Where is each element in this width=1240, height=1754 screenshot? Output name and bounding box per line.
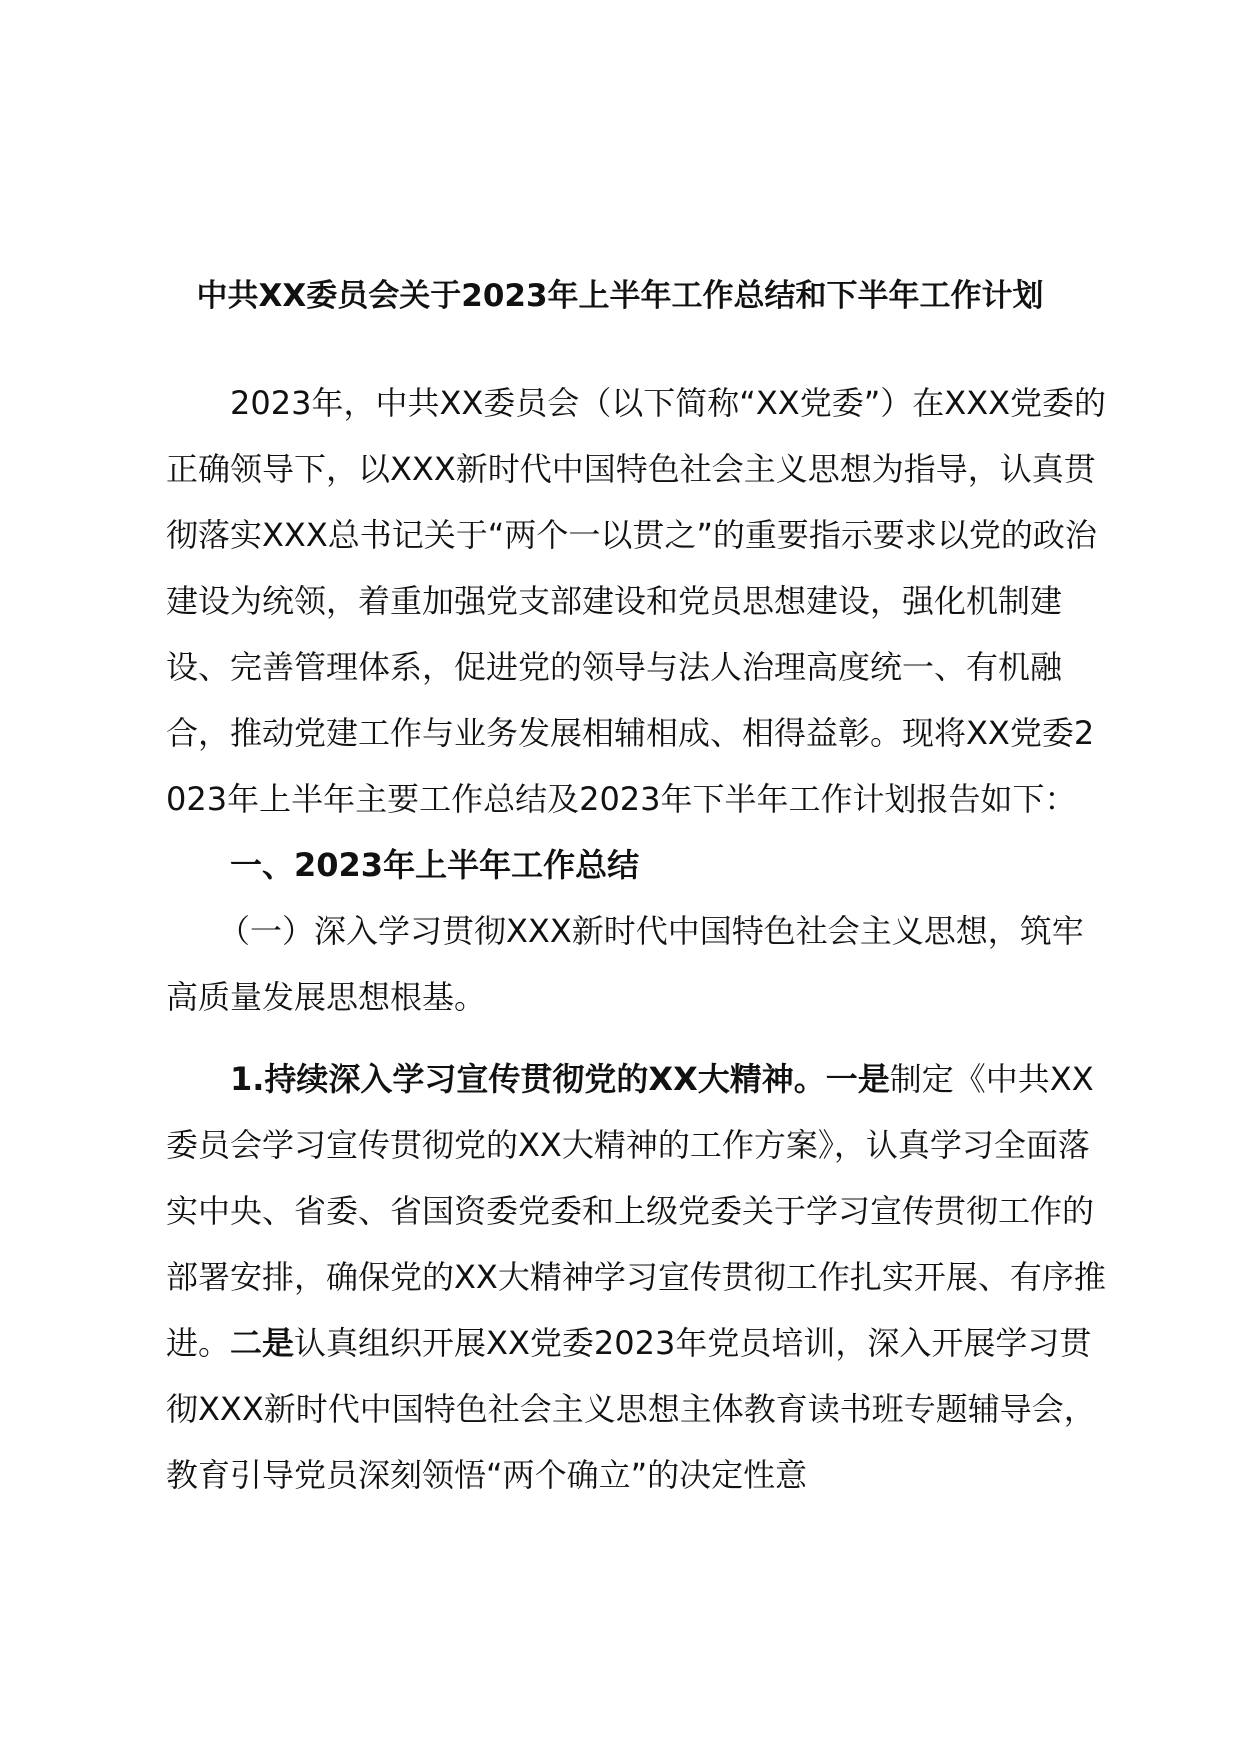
item-lead-1: 一是	[825, 1060, 890, 1098]
document-title: 中共XX委员会关于2023年上半年工作总结和下半年工作计划	[196, 278, 1044, 314]
section-heading: 一、2023年上半年工作总结	[230, 846, 640, 884]
item-lead-2: 二是	[230, 1324, 295, 1362]
subsection-heading: （一）深入学习贯彻XXX新时代中国特色社会主义思想，筑牢高质量发展思想根基。	[166, 912, 1084, 1016]
item-text-1: 制定《中共XX委员会学习宣传贯彻党的XX大精神的工作方案》，认真学习全面落实中央、省委、省国资委党委和上级党委关于学习宣传贯彻工作的部署安排，确保党的XX大精神学习宣传贯彻工作扎实开展、有序推进。	[166, 1060, 1106, 1362]
document-body	[166, 370, 1111, 1508]
item-heading: 1.持续深入学习宣传贯彻党的XX大精神。	[230, 1060, 826, 1098]
item-text-2: 认真组织开展XX党委2023年党员培训，深入开展学习贯彻XXX新时代中国特色社会主义思想主体教育读书班专题辅导会，教育引导党员深刻领悟“两个确立”的决定性意	[166, 1324, 1096, 1494]
intro-paragraph: 2023年，中共XX委员会（以下简称“XX党委”）在XXX党委的正确领导下，以XXX新时代中国特色社会主义思想为指导，认真贯彻落实XXX总书记关于“两个一以贯之”的重要指示要求以党的政治建设为统领，着重加强党支部建设和党员思想建设，强化机制建设、完善管理体系，促进党的领导与法人治理高度统一、有机融合，推动党建工作与业务发展相辅相成、相得益彰。现将XX党委2023年上半年主要工作总结及2023年下半年工作计划报告如下：	[166, 384, 1107, 818]
item-paragraph	[166, 1046, 1111, 1508]
